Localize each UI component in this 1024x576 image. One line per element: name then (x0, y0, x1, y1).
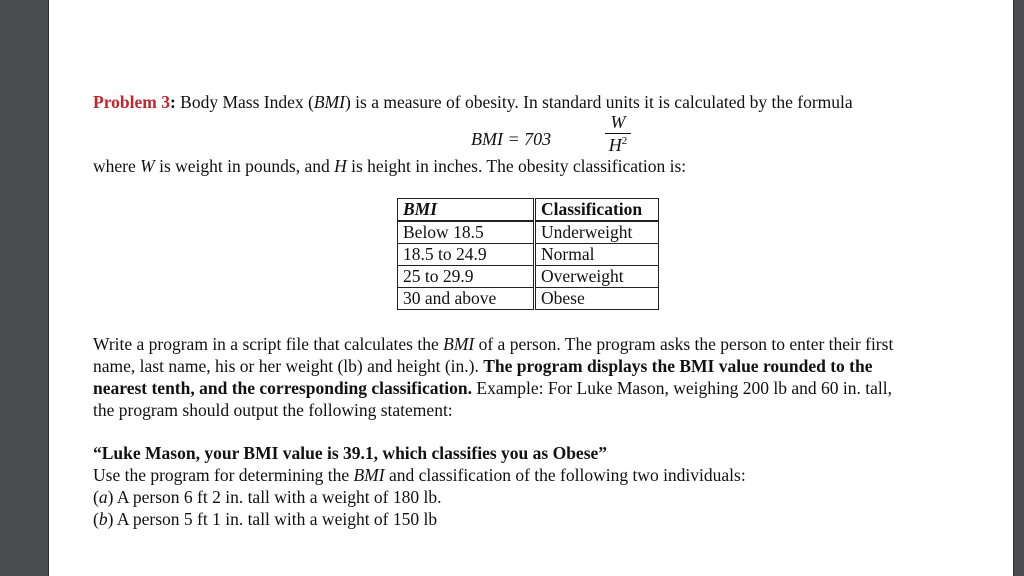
where-text-1: where (93, 156, 141, 176)
fraction-bar (605, 133, 631, 134)
problem-label: Problem 3 (93, 92, 170, 112)
formula-numerator: W (610, 112, 626, 132)
where-text-3: is height in inches. The obesity classification is: (346, 156, 687, 176)
where-h: H (334, 156, 347, 176)
case-a-text: A person 6 ft 2 in. tall with a weight of 180 lb. (113, 487, 442, 507)
p1-text-b: of a person. The program asks the person to enter their first (474, 334, 894, 354)
denominator-symbol: H (608, 135, 622, 155)
where-text-2: is weight in pounds, and (154, 156, 335, 176)
header-classification: Classification (535, 199, 659, 222)
table-cell-class: Underweight (535, 221, 659, 244)
table-cell-bmi: 18.5 to 24.9 (398, 244, 535, 266)
intro-text-end: ) is a measure of obesity. In standard units it is calculated by the formula (344, 92, 853, 112)
usage-line (93, 465, 746, 485)
bmi-abbr: BMI (313, 92, 345, 112)
table-header-row (398, 199, 659, 222)
table-cell-class: Normal (535, 244, 659, 266)
p1-text-a: Write a program in a script file that calculates the (93, 334, 444, 354)
formula-fraction (605, 112, 631, 155)
case-b: (b) A person 5 ft 1 in. tall with a weight of 150 lb (93, 509, 438, 529)
example-output: “Luke Mason, your BMI value is 39.1, which classifies you as Obese” (93, 443, 608, 463)
where-w: W (140, 156, 155, 176)
formula-exponent: 2 (621, 135, 628, 147)
paragraph-line-3 (93, 378, 892, 398)
p1-bmi: BMI (443, 334, 475, 354)
paragraph-line-2 (93, 356, 873, 376)
problem-colon: : (169, 92, 176, 112)
table-row (398, 221, 659, 244)
table-cell-bmi: 30 and above (398, 288, 535, 310)
usage-text-b: and classification of the following two individuals: (384, 465, 746, 485)
p3-bold: nearest tenth, and the corresponding classification. (93, 378, 473, 398)
p2-text-a: name, last name, his or her weight (lb) and height (in.). (93, 356, 484, 376)
problem-statement (93, 92, 853, 112)
table-row (398, 288, 659, 310)
paragraph-line-1 (93, 334, 893, 354)
usage-bmi: BMI (353, 465, 385, 485)
table-cell-bmi: Below 18.5 (398, 221, 535, 244)
paragraph-line-4: the program should output the following statement: (93, 400, 453, 420)
formula-lhs: BMI = 703 (471, 129, 552, 149)
header-bmi: BMI (398, 199, 535, 222)
document-page (48, 0, 1014, 576)
table-cell-class: Obese (535, 288, 659, 310)
formula-denominator (605, 135, 631, 155)
intro-text: Body Mass Index ( (175, 92, 314, 112)
variable-definitions (93, 156, 686, 176)
case-a-label: a (98, 487, 108, 507)
case-b-label: b (98, 509, 108, 529)
table-cell-class: Overweight (535, 266, 659, 288)
p2-bold: The program displays the BMI value rounded to the (483, 356, 873, 376)
table-row (398, 266, 659, 288)
table-cell-bmi: 25 to 29.9 (398, 266, 535, 288)
usage-text-a: Use the program for determining the (93, 465, 354, 485)
p3-text-b: Example: For Luke Mason, weighing 200 lb and 60 in. tall, (472, 378, 892, 398)
table-row (398, 244, 659, 266)
classification-table (397, 198, 659, 310)
case-b-text: A person 5 ft 1 in. tall with a weight of 150 lb (113, 509, 438, 529)
case-a: (a) A person 6 ft 2 in. tall with a weight of 180 lb. (93, 487, 442, 507)
